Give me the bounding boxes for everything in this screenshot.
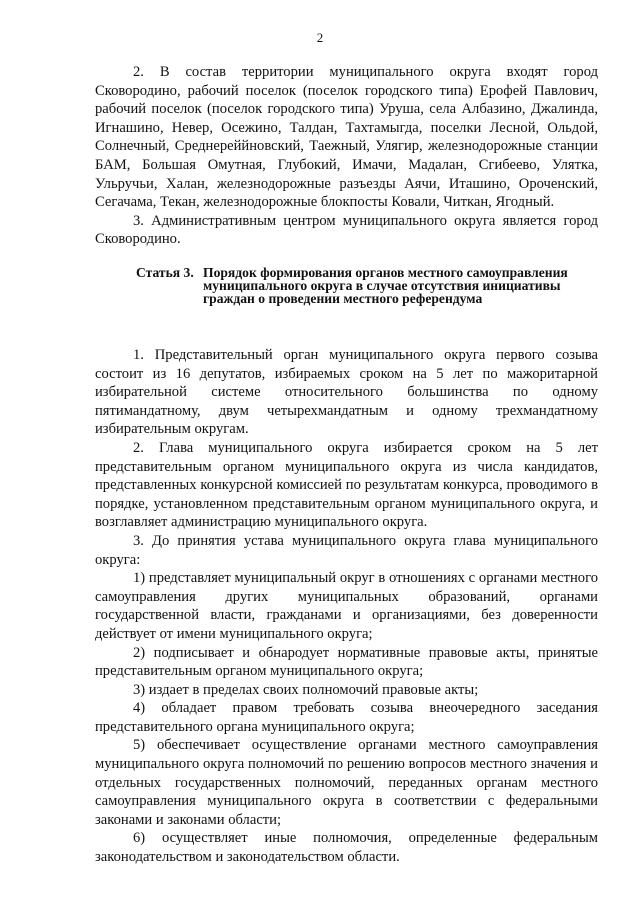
- list-item-4: 4) обладает правом требовать созыва внеочередного заседания представительного органа муниципального округа;: [95, 700, 598, 735]
- paragraph-3: 3. До принятия устава муниципального округа глава муниципального округа:: [95, 532, 598, 568]
- article-3-body: [95, 346, 598, 867]
- list-item-2: 2) подписывает и обнародует нормативные правовые акты, принятые представительным органом муниципального округа;: [95, 644, 598, 680]
- paragraph-2: 2. Глава муниципального округа избирается сроком на 5 лет представительным органом муниципального округа из числа кандидатов, представленных конкурсной комиссией по результатам конкурса, проводимого в порядке, установленном представительным органом муниципального округа, и возглавляет администрацию муниципального округа.: [95, 439, 598, 531]
- paragraph-1: 1. Представительный орган муниципального округа первого созыва состоит из 16 депутатов, избираемых сроком на 5 лет по мажоритарной избирательной системе относительного большинства по одному пятимандатному, двум четырехмандатным и одному трехмандатному избирательным округам.: [95, 347, 598, 438]
- paragraph-admin-center: 3. Административным центром муниципального округа является город Сковородино.: [95, 212, 598, 248]
- article-title: Порядок формирования органов местного самоуправления муниципального округа в случае отсутствия инициативы граждан о проведении местного референдума: [203, 265, 568, 306]
- article-2-continuation: [95, 63, 598, 249]
- article-heading: [136, 266, 596, 305]
- list-item-6: 6) осуществляет иные полномочия, определенные федеральным законодательством и законодательством области.: [95, 830, 598, 866]
- paragraph-territory: 2. В состав территории муниципального округа входят город Сковородино, рабочий поселок (поселок городского типа) Ерофей Павлович, рабочий поселок (поселок городского типа) Уруша, села Албазино, Джалинда, Игнашино, Невер, Осежино, Талдан, Тахтамыгда, поселки Лесной, Ольдой, Солнечный, Среднереййновский, Таежный, Улягир, железнодорожные станции БАМ, Большая Омутная, Глубокий, Имачи, Мадалан, Сгибеево, Улятка, Ульручьи, Халан, железнодорожные разъезды Аячи, Иташино, Ороченский, Сегачама, Текан, железнодорожные блокпосты Ковали, Читкан, Ягодный.: [95, 64, 598, 211]
- list-item-5: 5) обеспечивает осуществление органами местного самоуправления муниципального округа полномочий по решению вопросов местного значения и отдельных государственных полномочий, переданных органам местного самоуправления муниципального округа в соответствии с федеральными законами и законами области;: [95, 737, 598, 828]
- list-item-1: 1) представляет муниципальный округ в отношениях с органами местного самоуправления других муниципальных образований, органами государственной власти, гражданами и организациями, без доверенности действует от имени муниципального округа;: [95, 570, 598, 642]
- article-number: Статья 3.: [136, 265, 194, 280]
- list-item-3: 3) издает в пределах своих полномочий правовые акты;: [133, 681, 479, 698]
- page-number: 2: [316, 30, 324, 45]
